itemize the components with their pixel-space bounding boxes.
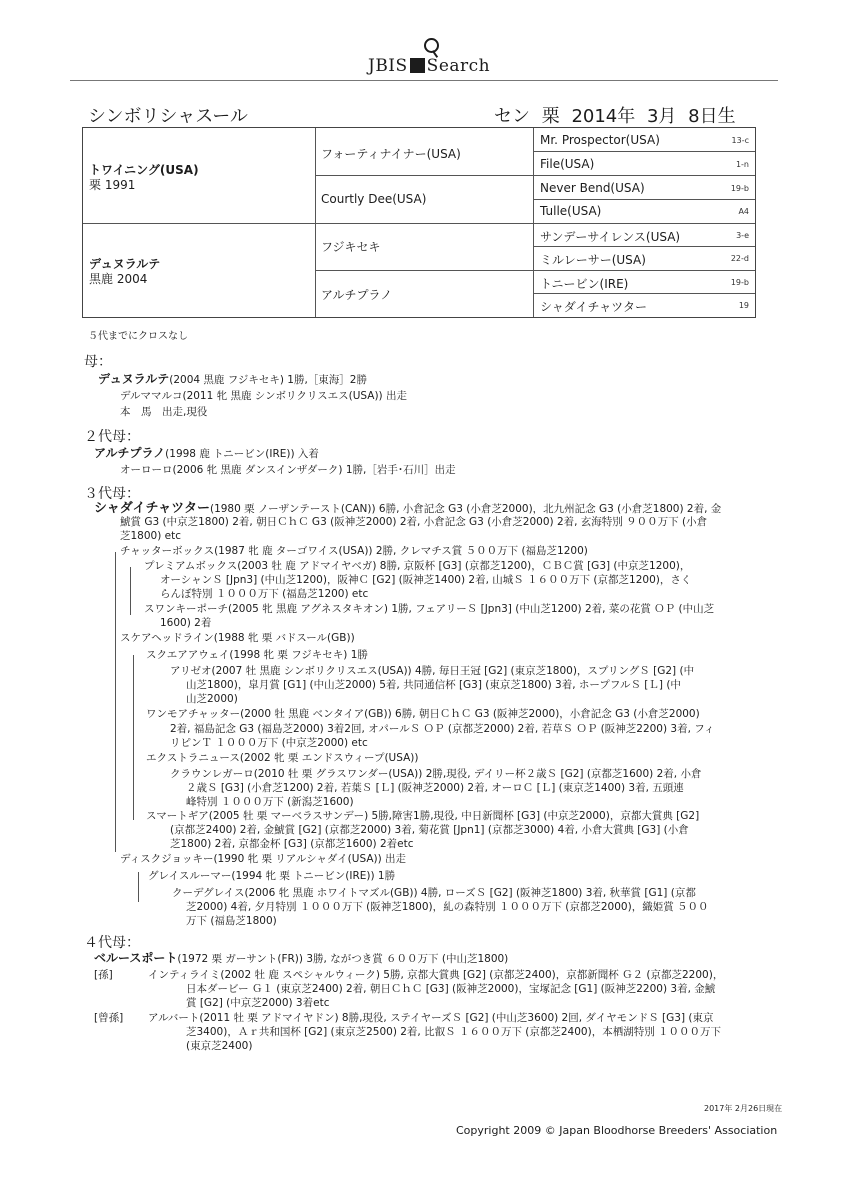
- dam-entry-info: (2004 黒鹿 フジキセキ) 1勝,［東海］2勝: [169, 374, 367, 386]
- entry-12-l3: 万下 (福島芝1800): [186, 915, 277, 927]
- grandchild-1-l1[interactable]: インティライミ(2002 牡 鹿 スペシャルウィーク) 5勝, 京都大賞典 [G2] (京都芝2400)，京都新聞杯 Ｇ２ (京都芝2200)，: [148, 969, 724, 981]
- entry-6-l1[interactable]: ワンモアチャッター(2000 牡 黒鹿 ベンタイア(GB)) 6勝, 朝日ＣｈＣ G3 (阪神芝2000)，小倉記念 G3 (小倉芝2000): [146, 708, 700, 720]
- g2-entry-name[interactable]: アルチプラノ: [94, 446, 166, 460]
- logo-text-right: Search: [426, 56, 491, 76]
- gen2-1[interactable]: フォーティナイナー(USA): [321, 147, 461, 161]
- g3-line3: 芝1800) etc: [120, 530, 182, 542]
- row-divider: [533, 246, 755, 247]
- dam-entry: [98, 372, 367, 388]
- entry-7[interactable]: エクストラニュース(2002 牝 栗 エンドスウィープ(USA)): [146, 752, 419, 764]
- entry-9-l1[interactable]: スマートギア(2005 牡 栗 マーベラスサンデー) 5勝,障害1勝,現役, 中日新聞杯 [G3] (中京芝2000)，京都大賞典 [G2]: [146, 810, 700, 822]
- g2-section-title: ２代母：: [84, 429, 140, 445]
- grandchild-1-tag: [孫]: [94, 969, 113, 981]
- gen2-4[interactable]: アルチプラノ: [321, 288, 393, 302]
- footer-date: 2017年 2月26日現在: [704, 1104, 783, 1113]
- g4-section-title: ４代母：: [84, 935, 140, 951]
- dam-child-2: 本 馬 出走,現役: [120, 406, 208, 418]
- entry-5-l1[interactable]: アリゼオ(2007 牡 黒鹿 シンボリクリスエス(USA)) 4勝, 毎日王冠 [G2] (東京芝1800)，スプリングＳ [G2] (中: [170, 665, 695, 677]
- g4-entry-info: (1972 栗 ガーサント(FR)) 3勝, ながつき賞 ６００万下 (中山芝1800): [177, 953, 509, 965]
- g2-child[interactable]: オーローロ(2006 牝 黒鹿 ダンスインザダーク) 1勝,［岩手･石川］出走: [120, 464, 456, 476]
- entry-9-l3: 芝1800) 2着, 京都金杯 [G3] (京都芝1600) 2着etc: [170, 838, 414, 850]
- sire-detail: 栗 1991: [89, 178, 136, 192]
- row-divider: [315, 175, 755, 176]
- gen3-3-mark: 19-b: [730, 184, 749, 193]
- entry-11[interactable]: グレイスルーマー(1994 牝 栗 トニービン(IRE)) 1勝: [148, 870, 396, 882]
- g3-line1: シャダイチャツター(1980 栗 ノーザンテースト(CAN)) 6勝, 小倉記念 G3 (小倉芝2000)，北九州記念 G3 (小倉芝1800) 2着, 金: [94, 501, 722, 516]
- horse-info: セン 栗 2014年 3月 8日生: [494, 106, 736, 127]
- entry-0[interactable]: チャッターボックス(1987 牝 鹿 ターゴワイス(USA)) 2勝, クレマチス賞 ５００万下 (福島芝1200): [120, 545, 588, 557]
- row-divider: [533, 293, 755, 294]
- dam-name[interactable]: デュヌラルテ: [89, 257, 161, 271]
- gen3-1-mark: 13-c: [731, 136, 749, 145]
- g2-entry: [94, 446, 319, 462]
- entry-8-l1[interactable]: クラウンレガーロ(2010 牡 栗 グラスワンダー(USA)) 2勝,現役, デイリー杯２歳Ｓ [G2] (京都芝1600) 2着, 小倉: [170, 768, 702, 780]
- g2-entry-info: (1998 鹿 トニービン(IRE)) 入着: [165, 448, 319, 460]
- entry-2-l1[interactable]: スワンキーポーチ(2005 牝 黒鹿 アグネスタキオン) 1勝, フェアリーＳ [Jpn3] (中山芝1200) 2着, 菜の花賞 ＯＰ (中山芝: [144, 603, 715, 615]
- gen2-3[interactable]: フジキセキ: [321, 240, 381, 254]
- entry-10[interactable]: ディスクジョッキー(1990 牝 栗 リアルシャダイ(USA)) 出走: [120, 853, 407, 865]
- tree-line: [115, 552, 116, 852]
- copyright: Copyright 2009 © Japan Bloodhorse Breeders' Association: [456, 1124, 778, 1137]
- entry-1-l2: オーシャンＳ [Jpn3] (中山芝1200)，阪神Ｃ [G2] (阪神芝1400) 2着, 山城Ｓ １６００万下 (京都芝1200)，さく: [160, 574, 692, 586]
- entry-6-l3: リピンＴ １０００万下 (中京芝2000) etc: [170, 737, 368, 749]
- tree-line: [138, 872, 139, 902]
- grandchild-1-l2: 日本ダービー Ｇ１ (東京芝2400) 2着, 朝日ＣｈＣ [G3] (阪神芝2000)，宝塚記念 [G1] (阪神芝2200) 3着, 金鯱: [186, 983, 716, 995]
- tree-line: [133, 655, 134, 820]
- dam-section-title: 母：: [84, 354, 112, 370]
- logo-square-icon: [410, 58, 425, 73]
- gen3-7[interactable]: トニービン(IRE): [540, 277, 629, 291]
- entry-12-l1[interactable]: クーデグレイス(2006 牝 黒鹿 ホワイトマズル(GB)) 4勝, ローズＳ [G2] (阪神芝1800) 3着, 秋華賞 [G1] (京都: [172, 887, 696, 899]
- sire-name[interactable]: トワイニング(USA): [89, 163, 199, 177]
- row-divider-main: [83, 223, 755, 224]
- g3-entry-name[interactable]: シャダイチャツター: [94, 501, 210, 516]
- grandchild-2-tag: [曾孫]: [94, 1012, 124, 1024]
- dam-child-1[interactable]: デルママルコ(2011 牝 黒鹿 シンボリクリスエス(USA)) 出走: [120, 390, 407, 402]
- jbis-logo[interactable]: [368, 56, 490, 76]
- gen3-6-mark: 22-d: [730, 254, 749, 263]
- g4-entry: [94, 951, 508, 967]
- g4-entry-name[interactable]: ベルースポート: [94, 951, 178, 965]
- row-divider: [533, 151, 755, 152]
- entry-3[interactable]: スケアヘッドライン(1988 牝 栗 バドスール(GB)): [120, 632, 355, 644]
- horse-name: シンボリシャスール: [88, 106, 248, 127]
- entry-5-l3: 山芝2000): [186, 693, 238, 705]
- gen3-7-mark: 19-b: [730, 278, 749, 287]
- gen3-4-mark: A4: [738, 207, 749, 216]
- entry-9-l2: (京都芝2400) 2着, 金鯱賞 [G2] (京都芝2000) 3着, 菊花賞 [Jpn1] (京都芝3000) 4着, 小倉大賞典 [G3] (小倉: [170, 824, 689, 836]
- gen3-4[interactable]: Tulle(USA): [540, 204, 602, 218]
- logo-text-left: JBIS: [368, 56, 408, 76]
- entry-8-l2: ２歳Ｓ [G3] (小倉芝1200) 2着, 若葉Ｓ [Ｌ] (阪神芝2000) 2着, オーロＣ [Ｌ] (東京芝1400) 3着, 五頭連: [186, 782, 684, 794]
- entry-5-l2: 山芝1800)，皐月賞 [G1] (中山芝2000) 5着, 共同通信杯 [G3] (東京芝1800) 3着, ホープフルＳ [Ｌ] (中: [186, 679, 681, 691]
- grandchild-2-l2: 芝3400)，Ａｒ共和国杯 [G2] (東京芝2500) 2着, 比叡Ｓ １６００万下 (京都芝2400)，本栖湖特別 １０００万下: [186, 1026, 722, 1038]
- grandchild-2-l3: (東京芝2400): [186, 1040, 253, 1052]
- row-divider: [533, 199, 755, 200]
- gen3-2[interactable]: File(USA): [540, 157, 595, 171]
- entry-1-l1[interactable]: プレミアムボックス(2003 牡 鹿 アドマイヤベガ) 8勝, 京阪杯 [G3] (京都芝1200)，ＣＢＣ賞 [G3] (中京芝1200)，: [144, 560, 691, 572]
- pedigree-table: [82, 127, 756, 318]
- dam-detail: 黒鹿 2004: [89, 272, 148, 286]
- gen3-1[interactable]: Mr. Prospector(USA): [540, 133, 660, 147]
- entry-12-l2: 芝2000) 4着, 夕月特別 １０００万下 (阪神芝1800)，糺の森特別 １０００万下 (京都芝2000)，織姫賞 ５００: [186, 901, 709, 913]
- gen3-8[interactable]: シャダイチャツター: [540, 300, 648, 314]
- entry-6-l2: 2着, 福島記念 G3 (福島芝2000) 3着2回, オパールＳ ＯＰ (京都芝2000) 2着, 若草Ｓ ＯＰ (阪神芝2200) 3着, フィ: [170, 723, 715, 735]
- gen3-3[interactable]: Never Bend(USA): [540, 181, 645, 195]
- row-divider: [315, 270, 755, 271]
- entry-8-l3: 峰特別 １０００万下 (新潟芝1600): [186, 796, 354, 808]
- gen3-5[interactable]: サンデーサイレンス(USA): [540, 230, 681, 244]
- gen3-5-mark: 3-e: [736, 231, 749, 240]
- g3-line2: 鯱賞 G3 (中京芝1800) 2着, 朝日ＣｈＣ G3 (阪神芝2000) 2着, 小倉記念 G3 (小倉芝2000) 2着, 玄海特別 ９００万下 (小倉: [120, 516, 708, 528]
- header-rule: [70, 80, 778, 81]
- grandchild-1-l3: 賞 [G2] (中京芝2000) 3着etc: [186, 997, 330, 1009]
- g3-section-title: ３代母：: [84, 486, 140, 502]
- gen3-8-mark: 19: [738, 301, 749, 310]
- entry-1-l3: らんぼ特別 １０００万下 (福島芝1200) etc: [160, 588, 369, 600]
- tree-line: [130, 567, 131, 615]
- gen3-2-mark: 1-n: [735, 160, 749, 169]
- entry-2-l2: 1600) 2着: [160, 617, 212, 629]
- grandchild-2-l1[interactable]: アルバート(2011 牡 栗 アドマイヤドン) 8勝,現役, ステイヤーズＳ [G2] (中山芝3600) 2回, ダイヤモンドＳ [G3] (東京: [148, 1012, 714, 1024]
- gen2-2[interactable]: Courtly Dee(USA): [321, 192, 427, 206]
- cross-note: ５代までにクロスなし: [88, 331, 188, 342]
- entry-4[interactable]: スクエアアウェイ(1998 牝 栗 フジキセキ) 1勝: [146, 649, 368, 661]
- dam-entry-name[interactable]: デュヌラルテ: [98, 372, 170, 386]
- gen3-6[interactable]: ミルレーサー(USA): [540, 253, 646, 267]
